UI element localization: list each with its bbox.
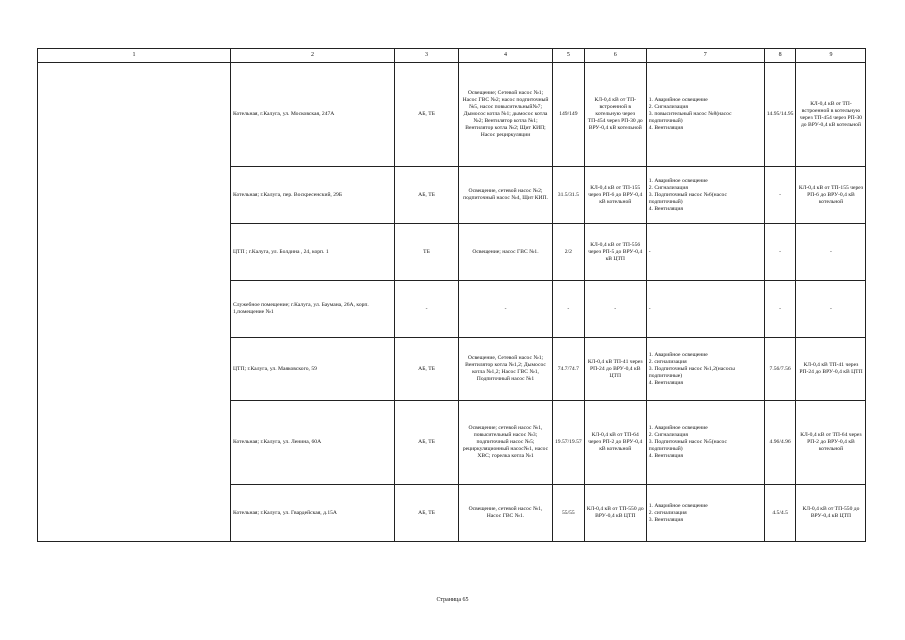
data-table <box>37 48 866 542</box>
object-cell: Служебное помещение; г.Калуга, ул. Баумана, 26А, корп. 1,помещение №1 <box>231 281 395 338</box>
header-cell: 2 <box>231 49 395 63</box>
consumers-cell: Освещение, Сетевой насос №1; Вентилятор котла №1,2; Дымосос котла №1,2; Насос ГВС №1, Подпиточный насос №1 <box>459 338 553 401</box>
col8-cell: - <box>764 224 796 281</box>
col9-cell: КЛ-0,4 кВ ТП-41 через РП-24 до ВРУ-0,4 кВ ЦТП <box>796 338 866 401</box>
consumers-cell: Освещение; Сетевой насос №1; Насос ГВС №2; насос подпиточный №5, насос повысительный№7; Дымосос котла №1; дымосос котла №2; Вентилятор котла №1; Вентилятор котла №2; Щит КИП; Насос рециркуляции <box>459 63 553 167</box>
consumers-cell: Освещение; насос ГВС №1. <box>459 224 553 281</box>
col9-cell: КЛ-0,4 кВ от ТП-155 через РП-6 до ВРУ-0,4 кВ котельной <box>796 167 866 224</box>
power-cell: 2/2 <box>553 224 585 281</box>
category-cell: АБ, ТБ <box>395 485 459 542</box>
supply-cell: КЛ-0,4 кВ от ТП-64 через РП-2 до ВРУ-0,4 кВ котельной <box>584 401 646 485</box>
power-cell: 149/149 <box>553 63 585 167</box>
object-cell: Котельная, г.Калуга, ул. Московская, 247А <box>231 63 395 167</box>
power-cell: 31.5/31.5 <box>553 167 585 224</box>
emergency-cell: 1. Аварийное освещение 2. сигнализация 3. Вентиляция <box>646 485 764 542</box>
header-row <box>38 49 866 63</box>
header-cell: 1 <box>38 49 231 63</box>
col9-cell: КЛ-0,4 кВ от ТП-550 до ВРУ-0,4 кВ ЦТП <box>796 485 866 542</box>
header-cell: 9 <box>796 49 866 63</box>
object-cell: ЦТП ; г.Калуга, ул. Болдина , 24, корп. 1 <box>231 224 395 281</box>
emergency-cell: 1. Аварийное освещение 2. сигнализация 3. Подпиточный насос №1,2(насосы подпиточные) 4. Вентиляция <box>646 338 764 401</box>
emergency-cell: 1. Аварийное освещение 2. Сигнализация 3. Подпиточный насос №5(насос подпиточный) 4. Вентиляция <box>646 401 764 485</box>
col8-cell: - <box>764 167 796 224</box>
category-cell: - <box>395 281 459 338</box>
emergency-cell: 1. Аварийное освещение 2. Сигнализация 3. Подпиточный насос №6(насос подпиточный) 4. Вентиляция <box>646 167 764 224</box>
emergency-cell: 1. Аварийное освещение 2. Сигнализация 3. повысительный насос №8(насос подпиточный) 4. Вентиляция <box>646 63 764 167</box>
col9-cell: КЛ-0,4 кВ от ТП-64 через РП-2 до ВРУ-0,4 кВ котельной <box>796 401 866 485</box>
object-cell: Котельная; г.Калуга, ул. Гвардейская, д.15А <box>231 485 395 542</box>
merged-cell-col1 <box>38 63 231 542</box>
header-cell: 8 <box>764 49 796 63</box>
col9-cell: - <box>796 281 866 338</box>
header-cell: 7 <box>646 49 764 63</box>
supply-cell: КЛ-0,4 кВ ТП-41 через РП-24 до ВРУ-0,4 кВ ЦТП <box>584 338 646 401</box>
consumers-cell: - <box>459 281 553 338</box>
header-cell: 4 <box>459 49 553 63</box>
object-cell: ЦТП; г.Калуга, ул. Маяковского, 59 <box>231 338 395 401</box>
header-cell: 5 <box>553 49 585 63</box>
table-row <box>38 63 866 167</box>
category-cell: ТБ <box>395 224 459 281</box>
col9-cell: - <box>796 224 866 281</box>
object-cell: Котельная; г.Калуга, пер. Воскресенский, 29Б <box>231 167 395 224</box>
object-cell: Котельная; г.Калуга, ул. Ленина, 60А <box>231 401 395 485</box>
supply-cell: КЛ-0,4 кВ от ТП-встроенной в котельную через ТП-454 через РП-30 до ВРУ-0,4 кВ котельной <box>584 63 646 167</box>
consumers-cell: Освещение, сетевой насос №1, Насос ГВС №1. <box>459 485 553 542</box>
power-cell: 74.7/74.7 <box>553 338 585 401</box>
header-cell: 6 <box>584 49 646 63</box>
category-cell: АБ, ТБ <box>395 338 459 401</box>
col9-cell: КЛ-0,4 кВ от ТП-встроенной в котельную через ТП-454 через РП-30 до ВРУ-0,4 кВ котельной <box>796 63 866 167</box>
category-cell: АБ, ТБ <box>395 63 459 167</box>
page-number: Страница 65 <box>436 597 469 603</box>
consumers-cell: Освещение; сетевой насос №1, повысительный насос №3; подпиточный насос №5; рециркуляционный насос№1, насос ХВС; горелка котла №1 <box>459 401 553 485</box>
col8-cell: 7.56/7.56 <box>764 338 796 401</box>
col8-cell: 4.96/4.96 <box>764 401 796 485</box>
header-cell: 3 <box>395 49 459 63</box>
col8-cell: - <box>764 281 796 338</box>
emergency-cell: - <box>646 224 764 281</box>
category-cell: АБ, ТБ <box>395 401 459 485</box>
consumers-cell: Освещение, сетевой насос №2; подпиточный насос №4, Щит КИП. <box>459 167 553 224</box>
col8-cell: 4.5/4.5 <box>764 485 796 542</box>
category-cell: АБ, ТБ <box>395 167 459 224</box>
power-cell: 55/55 <box>553 485 585 542</box>
col8-cell: 14.95/14.95 <box>764 63 796 167</box>
supply-cell: КЛ-0,4 кВ от ТП-550 до ВРУ-0,4 кВ ЦТП <box>584 485 646 542</box>
supply-cell: - <box>584 281 646 338</box>
emergency-cell: - <box>646 281 764 338</box>
power-cell: 19.57/19.57 <box>553 401 585 485</box>
supply-cell: КЛ-0,4 кВ от ТП-155 через РП-6 до ВРУ-0,4 кВ котельной <box>584 167 646 224</box>
supply-cell: КЛ-0,4 кВ от ТП-556 через РП-5 до ВРУ-0,4 кВ ЦТП <box>584 224 646 281</box>
power-cell: - <box>553 281 585 338</box>
